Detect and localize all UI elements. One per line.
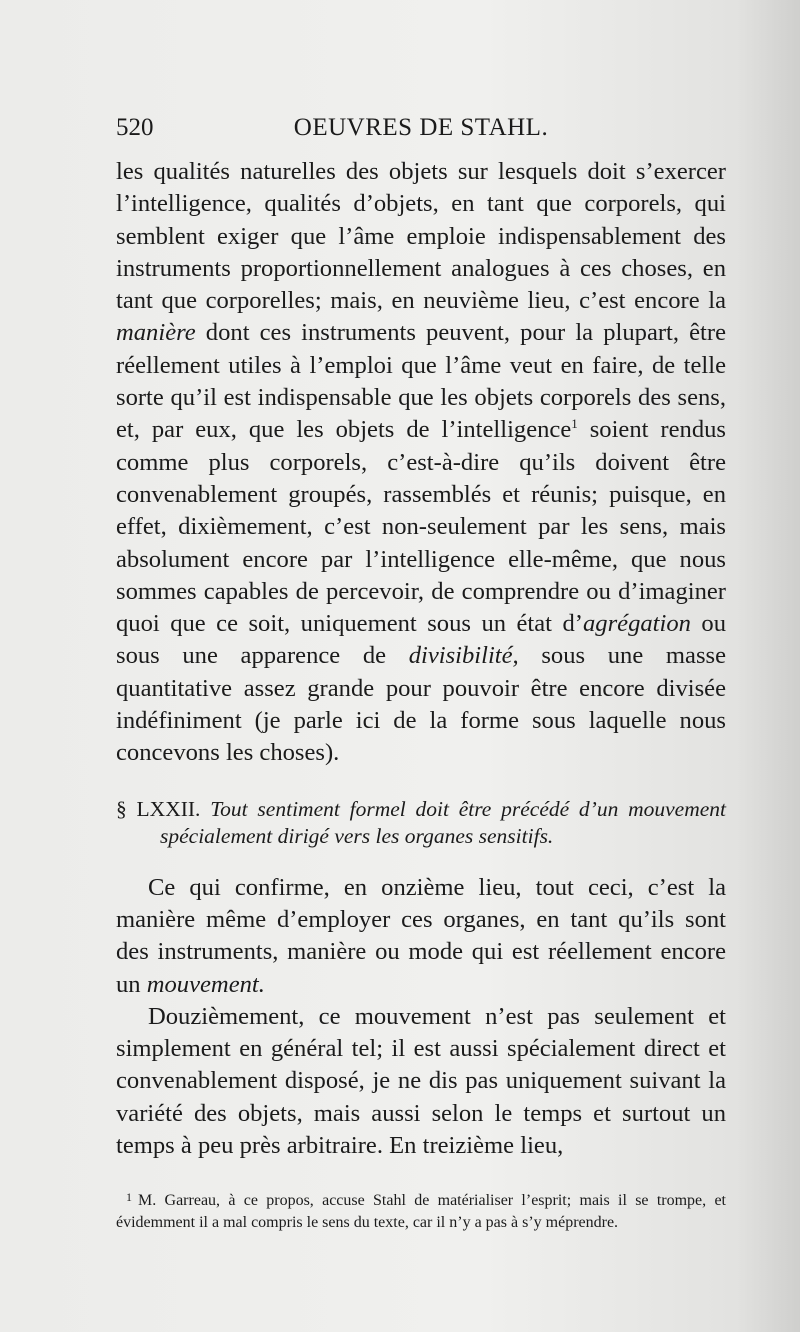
page-number: 520 — [116, 114, 154, 141]
paragraph-1-italic-agregation: agrégation — [582, 610, 691, 638]
paragraph-1-italic-maniere: manière — [116, 319, 196, 347]
footnote-mark: 1 — [126, 1190, 132, 1204]
paragraph-1-text-e: sous une masse quantitative assez grande pour pouvoir être encore divisée indéfiniment (je parle ici de la forme sous laquelle nous concevons les choses). — [116, 642, 726, 767]
paragraph-1-text-b: dont ces instruments peuvent, pour la plupart, être réellement utiles à l’emploi que l’âme veut en faire, de telle sorte qu’il est indispensable que les objets corporels des sens, et, par eux, que les objets de l’intelligence — [116, 319, 726, 444]
running-title: OEUVRES DE STAHL. — [293, 114, 549, 141]
section-heading — [116, 796, 726, 850]
paragraph-3 — [116, 1001, 726, 1162]
paragraph-1-text-a: les qualités naturelles des objets sur lesquels doit s’exercer l’intelligence, qualités d’objets, en tant que corporels, qui semblent exiger que l’âme emploie indispensablement des instruments proportionnellement analogues à ces choses, en tant que corporelles; mais, en neuvième lieu, c’est encore la — [116, 158, 726, 315]
footnote-text: M. Garreau, à ce propos, accuse Stahl de matérialiser l’esprit; mais il se trompe, et évidemment il a mal compris le sens du texte, car il n’y a pas à s’y méprendre. — [116, 1192, 726, 1231]
paragraph-2-text: Ce qui confirme, en onzième lieu, tout ceci, c’est la manière même d’employer ces organes, en tant qu’ils sont des instruments, manière ou mode qui est réellement encore un — [116, 873, 726, 998]
footnote-reference[interactable]: 1 — [571, 416, 578, 432]
paragraph-2-italic-mouvement: mouvement. — [146, 970, 265, 998]
page-body — [116, 156, 726, 1162]
paragraph-1-text-c: soient rendus comme plus corporels, c’est-à-dire qu’ils doivent être convenablement groupés, rassemblés et réunis; puisque, en effet, dixièmement, c’est non-seulement par les sens, mais absolument encore par l’intelligence elle-même, que nous sommes capables de percevoir, de comprendre ou d’imaginer quoi que ce soit, uniquement sous un état d’ — [116, 416, 726, 638]
footnote — [116, 1186, 726, 1234]
paragraph-1 — [116, 156, 726, 770]
paragraph-1-italic-divisibilite: divisibilité, — [408, 642, 519, 670]
paragraph-2 — [116, 872, 726, 1001]
section-number: LXXII. — [136, 796, 201, 821]
paragraph-3-text: Douzièmement, ce mouvement n’est pas seulement et simplement en général tel; il est aussi spécialement direct et convenablement disposé, je ne dis pas uniquement suivant la variété des objets, mais aussi selon le temps et surtout un temps à peu près arbitraire. En treizième lieu, — [116, 1002, 726, 1160]
section-title: Tout sentiment formel doit être précédé d’un mouvement spécialement dirigé vers les organes sensitifs. — [160, 796, 727, 848]
section-mark: § — [116, 796, 127, 821]
paragraph-1-text-d: ou sous une apparence de — [116, 610, 726, 670]
